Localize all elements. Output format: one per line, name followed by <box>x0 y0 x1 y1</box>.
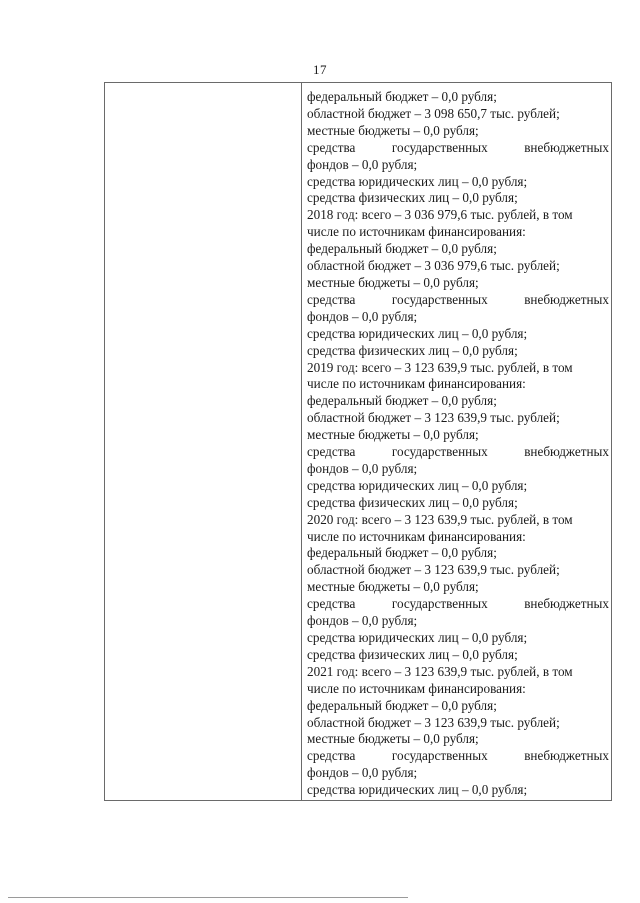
funding-line <box>307 596 609 613</box>
funding-line: средства юридических лиц – 0,0 рубля; <box>307 630 528 645</box>
funding-line: средства физических лиц – 0,0 рубля; <box>307 342 518 358</box>
funding-line: 2018 год: всего – 3 036 979,6 тыс. рублей, в том <box>307 207 573 223</box>
funding-line: местные бюджеты – 0,0 рубля; <box>307 274 479 290</box>
funding-line: местные бюджеты – 0,0 рубля; <box>307 122 479 138</box>
funding-line <box>307 140 609 157</box>
funding-line: фондов – 0,0 рубля; <box>307 308 418 324</box>
funding-line <box>307 748 609 765</box>
funding-line: областной бюджет – 3 098 650,7 тыс. рублей; <box>307 105 560 121</box>
funding-line: областной бюджет – 3 123 639,9 тыс. рублей; <box>307 714 560 730</box>
funding-line: числе по источникам финансирования: <box>307 528 526 544</box>
funding-line: 2019 год: всего – 3 123 639,9 тыс. рублей, в том <box>307 359 573 375</box>
funding-line-word: внебюджетных <box>524 291 609 307</box>
funding-line-word: внебюджетных <box>524 748 609 764</box>
funding-line: федеральный бюджет – 0,0 рубля; <box>307 697 497 713</box>
funding-line: средства юридических лиц – 0,0 рубля; <box>307 782 528 798</box>
funding-line: федеральный бюджет – 0,0 рубля; <box>307 241 497 257</box>
funding-line: средства юридических лиц – 0,0 рубля; <box>307 477 528 493</box>
funding-line-word: государственных <box>391 139 488 155</box>
funding-line-word: средства <box>307 748 356 764</box>
funding-line <box>307 292 609 309</box>
funding-line: областной бюджет – 3 123 639,9 тыс. рублей; <box>307 562 560 578</box>
funding-line-word: внебюджетных <box>524 444 609 460</box>
funding-line: средства юридических лиц – 0,0 рубля; <box>307 173 528 189</box>
document-table <box>104 82 612 801</box>
funding-line: местные бюджеты – 0,0 рубля; <box>307 579 479 595</box>
table-left-cell <box>105 83 302 800</box>
page-number: 17 <box>313 62 327 77</box>
funding-line: фондов – 0,0 рубля; <box>307 156 418 172</box>
funding-line: федеральный бюджет – 0,0 рубля; <box>307 545 497 561</box>
funding-line-word: средства <box>307 444 356 460</box>
funding-line: федеральный бюджет – 0,0 рубля; <box>307 89 497 104</box>
funding-line: средства физических лиц – 0,0 рубля; <box>307 190 518 206</box>
funding-line: средства юридических лиц – 0,0 рубля; <box>307 325 528 341</box>
funding-line: фондов – 0,0 рубля; <box>307 613 418 629</box>
funding-line: 2021 год: всего – 3 123 639,9 тыс. рублей, в том <box>307 663 573 679</box>
table-right-cell <box>302 83 611 800</box>
funding-line: федеральный бюджет – 0,0 рубля; <box>307 393 497 409</box>
funding-line: областной бюджет – 3 036 979,6 тыс. рублей; <box>307 258 560 274</box>
funding-line: местные бюджеты – 0,0 рубля; <box>307 731 479 747</box>
funding-line: числе по источникам финансирования: <box>307 224 526 240</box>
funding-line: средства физических лиц – 0,0 рубля; <box>307 494 518 510</box>
funding-line-word: государственных <box>391 748 488 764</box>
funding-line: числе по источникам финансирования: <box>307 680 526 696</box>
funding-line <box>307 444 609 461</box>
funding-line: областной бюджет – 3 123 639,9 тыс. рублей; <box>307 410 560 426</box>
funding-line-word: государственных <box>391 596 488 612</box>
funding-line-word: средства <box>307 139 356 155</box>
funding-line-word: государственных <box>391 444 488 460</box>
funding-line: числе по источникам финансирования: <box>307 376 526 392</box>
bottom-divider <box>8 897 408 898</box>
funding-line-word: внебюджетных <box>524 596 609 612</box>
funding-line: фондов – 0,0 рубля; <box>307 765 418 781</box>
funding-line-word: государственных <box>391 291 488 307</box>
funding-line: средства физических лиц – 0,0 рубля; <box>307 646 518 662</box>
funding-line-word: средства <box>307 291 356 307</box>
funding-line: фондов – 0,0 рубля; <box>307 460 418 476</box>
funding-line: местные бюджеты – 0,0 рубля; <box>307 427 479 443</box>
funding-line-word: средства <box>307 596 356 612</box>
funding-line-word: внебюджетных <box>524 139 609 155</box>
funding-line: 2020 год: всего – 3 123 639,9 тыс. рублей, в том <box>307 511 573 527</box>
